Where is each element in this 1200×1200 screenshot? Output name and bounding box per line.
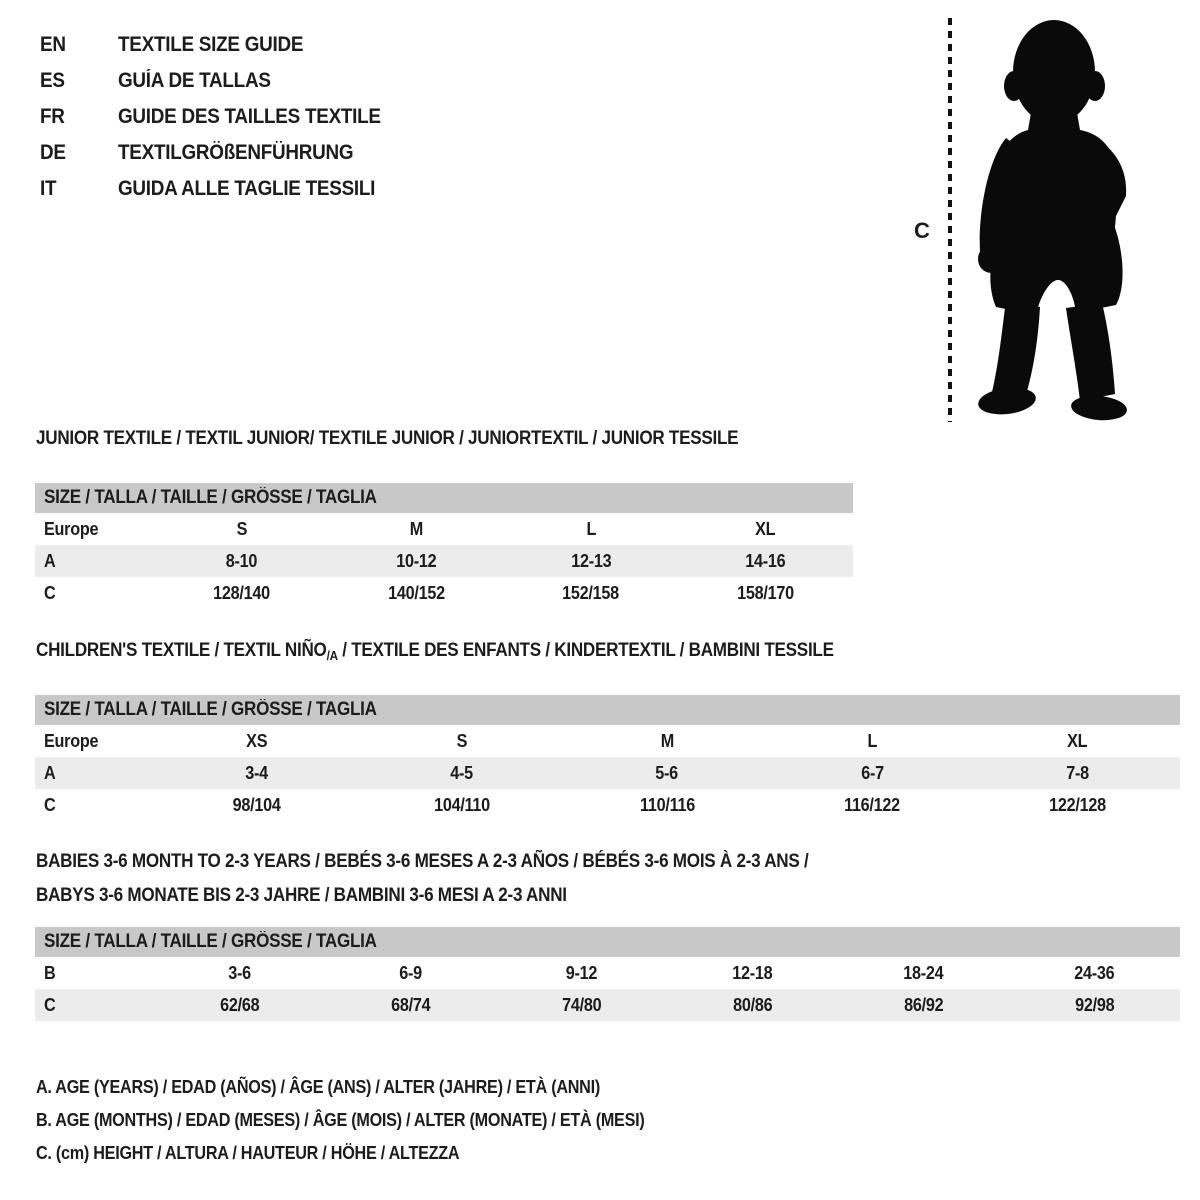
table-cell-text: S bbox=[236, 518, 247, 539]
height-measure-line bbox=[948, 18, 952, 422]
title-subscript: /A bbox=[326, 648, 338, 663]
language-code-text: IT bbox=[40, 177, 57, 200]
table-cell bbox=[838, 963, 1009, 984]
table-cell bbox=[1009, 963, 1180, 984]
section-children bbox=[35, 640, 1180, 821]
title-segment: / TEXTILE DES ENFANTS / KINDERTEXTIL / BAMBINI TESSILE bbox=[337, 640, 834, 661]
height-measure-label: C bbox=[914, 218, 930, 243]
table-cell-text: 140/152 bbox=[387, 582, 445, 603]
table-header bbox=[35, 483, 853, 513]
table-cell-text: S bbox=[456, 730, 468, 751]
row-label-text: Europe bbox=[44, 518, 99, 539]
table-cell bbox=[154, 795, 359, 816]
table-cell bbox=[504, 551, 679, 572]
table-cell bbox=[496, 963, 667, 984]
table-cell bbox=[1009, 995, 1180, 1016]
section-title-text bbox=[36, 428, 738, 450]
table-cell-text: 5-6 bbox=[655, 762, 679, 783]
table-cell-text: 6-9 bbox=[399, 962, 422, 983]
language-title-text: GUÍA DE TALLAS bbox=[118, 69, 271, 92]
table-cell bbox=[154, 519, 329, 540]
language-row bbox=[40, 171, 410, 207]
toddler-silhouette-icon bbox=[962, 12, 1142, 422]
table-cell bbox=[975, 763, 1180, 784]
title-segment: BABIES 3-6 MONTH TO 2-3 YEARS / BEBÉS 3-6 MESES A 2-3 AÑOS / BÉBÉS 3-6 MOIS À 2-3 ANS / bbox=[36, 851, 809, 872]
table-cell-text: 18-24 bbox=[903, 962, 944, 983]
table-cell-text: 158/170 bbox=[737, 582, 794, 603]
table-cell bbox=[154, 763, 359, 784]
measurement-legend bbox=[36, 1071, 712, 1170]
section-title-text bbox=[36, 845, 808, 879]
language-row bbox=[40, 27, 410, 63]
table-cell bbox=[975, 731, 1180, 752]
table-cell bbox=[975, 795, 1180, 816]
table-cell-text: 7-8 bbox=[1066, 762, 1089, 783]
table-cell bbox=[329, 551, 504, 572]
table-cell-text: 8-10 bbox=[225, 550, 258, 571]
row-label bbox=[35, 551, 154, 572]
language-title-text: TEXTILE SIZE GUIDE bbox=[118, 33, 304, 56]
table-cell-text: 152/158 bbox=[562, 582, 620, 603]
table-cell bbox=[667, 963, 838, 984]
table-row bbox=[35, 957, 1180, 989]
section-title bbox=[35, 428, 853, 450]
table-cell bbox=[329, 519, 504, 540]
table-cell-text: 10-12 bbox=[396, 550, 437, 571]
table-header-text: SIZE / TALLA / TAILLE / GRÖSSE / TAGLIA bbox=[44, 699, 377, 720]
row-label-text: A bbox=[44, 550, 56, 571]
legend-line-text: A. AGE (YEARS) / EDAD (AÑOS) / ÂGE (ANS) / ALTER (JAHRE) / ETÀ (ANNI) bbox=[36, 1077, 600, 1097]
language-title bbox=[118, 99, 410, 135]
row-label-text: B bbox=[44, 962, 56, 983]
language-code bbox=[40, 27, 118, 63]
table-cell bbox=[564, 795, 769, 816]
section-babies bbox=[35, 845, 1180, 1021]
size-table bbox=[35, 483, 853, 609]
title-segment: BABYS 3-6 MONATE BIS 2-3 JAHRE / BAMBINI 3-6 MESI A 2-3 ANNI bbox=[36, 885, 567, 906]
table-cell-text: 110/116 bbox=[639, 794, 695, 815]
table-cell bbox=[678, 583, 853, 604]
table-cell bbox=[770, 763, 975, 784]
section-title-line bbox=[36, 845, 1180, 879]
language-code bbox=[40, 135, 118, 171]
table-cell-text: L bbox=[586, 518, 596, 539]
section-title-line bbox=[36, 428, 853, 450]
row-label-text: Europe bbox=[44, 730, 99, 751]
table-header-text: SIZE / TALLA / TAILLE / GRÖSSE / TAGLIA bbox=[44, 487, 377, 508]
legend-line bbox=[36, 1104, 712, 1137]
table-cell bbox=[504, 583, 679, 604]
table-cell bbox=[325, 995, 496, 1016]
table-cell-text: 3-6 bbox=[228, 962, 251, 983]
table-cell-text: 122/128 bbox=[1049, 794, 1106, 815]
row-label-text: C bbox=[44, 582, 56, 603]
table-row bbox=[35, 577, 853, 609]
table-header bbox=[35, 927, 1180, 957]
language-row bbox=[40, 63, 410, 99]
table-cell-text: 98/104 bbox=[232, 794, 281, 815]
section-title-text bbox=[36, 640, 834, 667]
table-row bbox=[35, 989, 1180, 1021]
section-title bbox=[35, 845, 1180, 913]
table-row bbox=[35, 725, 1180, 757]
table-cell-text: 3-4 bbox=[245, 762, 268, 783]
table-cell-text: M bbox=[409, 518, 423, 539]
table-cell bbox=[154, 731, 359, 752]
table-header-text: SIZE / TALLA / TAILLE / GRÖSSE / TAGLIA bbox=[44, 931, 377, 952]
table-cell bbox=[325, 963, 496, 984]
table-cell bbox=[496, 995, 667, 1016]
language-list bbox=[40, 27, 410, 207]
title-segment: CHILDREN'S TEXTILE / TEXTIL NIÑO bbox=[36, 640, 327, 661]
row-label-text: C bbox=[44, 794, 56, 815]
table-cell-text: 12-18 bbox=[732, 962, 773, 983]
size-table bbox=[35, 695, 1180, 821]
table-row bbox=[35, 789, 1180, 821]
table-cell-text: 24-36 bbox=[1074, 962, 1115, 983]
row-label bbox=[35, 731, 154, 752]
table-cell-text: XL bbox=[1067, 730, 1088, 751]
table-cell-text: 128/140 bbox=[213, 582, 270, 603]
title-segment: JUNIOR TEXTILE / TEXTIL JUNIOR/ TEXTILE JUNIOR / JUNIORTEXTIL / JUNIOR TESSILE bbox=[36, 428, 739, 449]
language-code-text: ES bbox=[40, 69, 65, 92]
size-table bbox=[35, 927, 1180, 1021]
section-title bbox=[35, 640, 1180, 667]
row-label bbox=[35, 795, 154, 816]
row-label bbox=[35, 519, 154, 540]
language-code bbox=[40, 171, 118, 207]
table-cell-text: 74/80 bbox=[561, 994, 602, 1015]
row-label-text: A bbox=[44, 762, 56, 783]
table-cell bbox=[678, 551, 853, 572]
row-label bbox=[35, 583, 154, 604]
table-cell-text: 6-7 bbox=[860, 762, 884, 783]
table-cell bbox=[838, 995, 1009, 1016]
language-code bbox=[40, 99, 118, 135]
language-title-text: GUIDE DES TAILLES TEXTILE bbox=[118, 105, 381, 128]
legend-line bbox=[36, 1071, 712, 1104]
section-title-line bbox=[36, 879, 1180, 913]
row-label-text: C bbox=[44, 994, 56, 1015]
table-row bbox=[35, 513, 853, 545]
table-cell bbox=[770, 731, 975, 752]
legend-line bbox=[36, 1137, 712, 1170]
table-cell bbox=[359, 795, 564, 816]
row-label bbox=[35, 995, 154, 1016]
table-cell bbox=[667, 995, 838, 1016]
table-cell bbox=[770, 795, 975, 816]
language-row bbox=[40, 135, 410, 171]
table-cell bbox=[678, 519, 853, 540]
table-cell-text: 12-13 bbox=[570, 550, 611, 571]
table-header bbox=[35, 695, 1180, 725]
table-cell bbox=[359, 731, 564, 752]
table-cell-text: M bbox=[660, 730, 674, 751]
table-cell bbox=[154, 551, 329, 572]
section-title-line bbox=[36, 640, 1180, 667]
table-cell-text: 116/122 bbox=[844, 794, 901, 815]
legend-line-text: B. AGE (MONTHS) / EDAD (MESES) / ÂGE (MOIS) / ALTER (MONATE) / ETÀ (MESI) bbox=[36, 1110, 645, 1130]
language-code-text: FR bbox=[40, 105, 65, 128]
table-cell bbox=[329, 583, 504, 604]
table-row bbox=[35, 757, 1180, 789]
table-cell bbox=[154, 963, 325, 984]
table-cell-text: 9-12 bbox=[565, 962, 598, 983]
table-cell-text: 62/68 bbox=[219, 994, 260, 1015]
table-cell-text: XS bbox=[246, 730, 268, 751]
table-cell-text: L bbox=[867, 730, 878, 751]
section-junior bbox=[35, 428, 853, 609]
table-cell bbox=[154, 583, 329, 604]
table-cell-text: 86/92 bbox=[903, 994, 944, 1015]
table-cell bbox=[564, 763, 769, 784]
row-label bbox=[35, 763, 154, 784]
section-title-text bbox=[36, 879, 567, 913]
table-cell-text: 14-16 bbox=[745, 550, 786, 571]
language-title bbox=[118, 63, 288, 99]
row-label bbox=[35, 963, 154, 984]
table-cell-text: 104/110 bbox=[433, 794, 490, 815]
language-title-text: GUIDA ALLE TAGLIE TESSILI bbox=[118, 177, 376, 200]
table-cell-text: 68/74 bbox=[390, 994, 431, 1015]
language-title bbox=[118, 171, 404, 207]
language-code bbox=[40, 63, 118, 99]
language-title-text: TEXTILGRÖßENFÜHRUNG bbox=[118, 141, 354, 164]
language-code-text: EN bbox=[40, 33, 66, 56]
language-title bbox=[118, 135, 379, 171]
language-row bbox=[40, 99, 410, 135]
table-cell bbox=[564, 731, 769, 752]
table-cell bbox=[359, 763, 564, 784]
legend-line-text: C. (cm) HEIGHT / ALTURA / HAUTEUR / HÖHE / ALTEZZA bbox=[36, 1143, 460, 1163]
table-cell-text: 92/98 bbox=[1074, 994, 1115, 1015]
language-code-text: DE bbox=[40, 141, 66, 164]
table-cell-text: 4-5 bbox=[450, 762, 474, 783]
table-cell-text: XL bbox=[755, 518, 776, 539]
table-row bbox=[35, 545, 853, 577]
table-cell-text: 80/86 bbox=[732, 994, 773, 1015]
table-cell bbox=[504, 519, 679, 540]
table-cell bbox=[154, 995, 325, 1016]
language-title bbox=[118, 27, 324, 63]
